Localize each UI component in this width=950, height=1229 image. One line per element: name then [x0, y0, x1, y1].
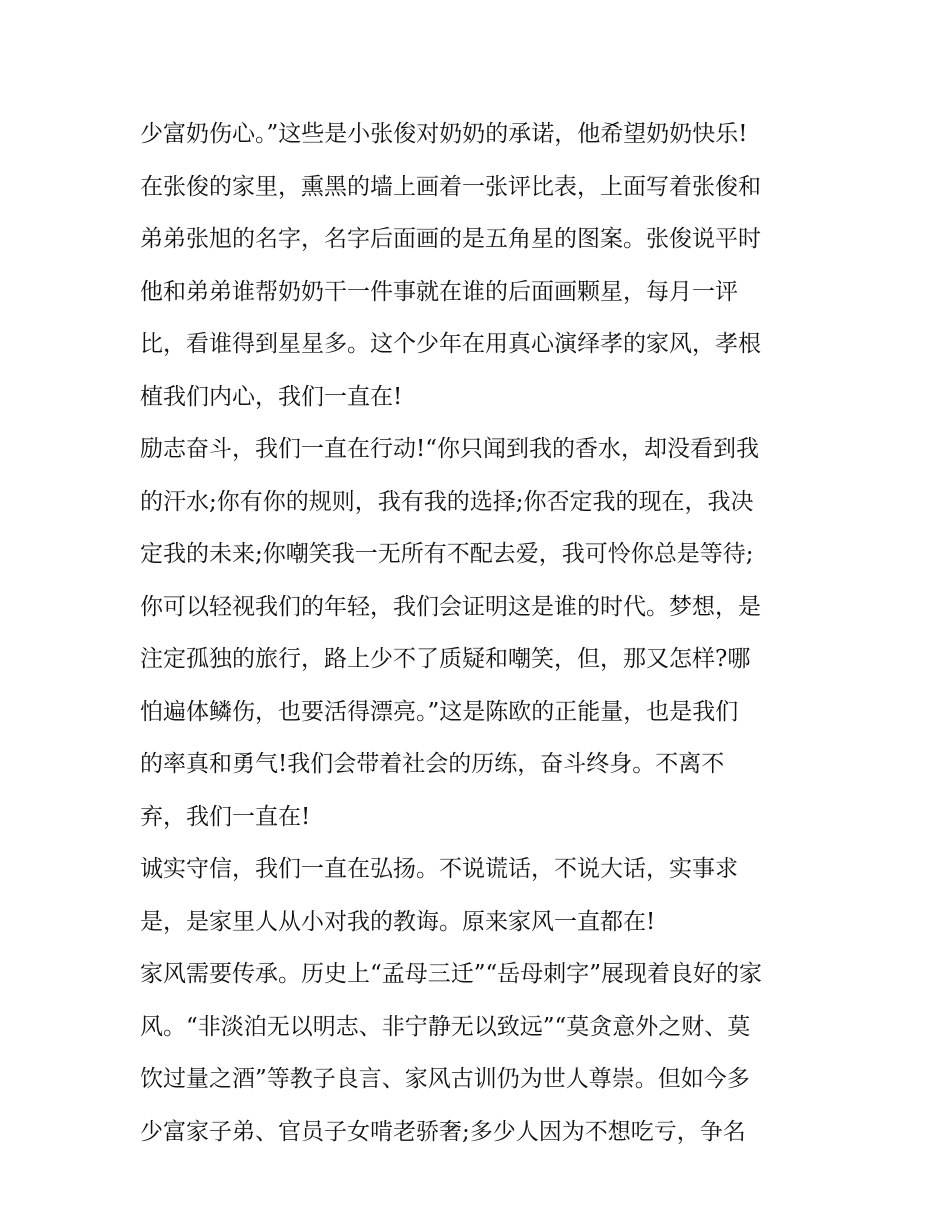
text-line: 比，看谁得到星星多。这个少年在用真心演绎孝的家风，孝根: [140, 331, 761, 357]
text-line: 风。“非淡泊无以明志、非宁静无以致远”“莫贪意外之财、莫: [140, 1013, 751, 1040]
text-line: 在张俊的家里，熏黑的墙上画着一张评比表，上面写着张俊和: [140, 173, 761, 200]
text-line: 弟弟张旭的名字，名字后面画的是五角星的图案。张俊说平时: [140, 226, 761, 252]
text-line: 的汗水;你有你的规则，我有我的选择;你否定我的现在，我决: [140, 488, 754, 515]
text-line: 定我的未来;你嘲笑我一无所有不配去爱，我可怜你总是等待;: [140, 541, 754, 567]
text-line: 励志奋斗，我们一直在行动!“你只闻到我的香水，却没看到我: [140, 436, 760, 462]
text-line: 饮过量之酒”等教子良言、家风古训仍为世人尊崇。但如今多: [140, 1066, 750, 1092]
text-line: 怕遍体鳞伤，也要活得漂亮。”这是陈欧的正能量，也是我们: [140, 698, 739, 725]
text-line: 弃，我们一直在!: [140, 803, 311, 830]
text-line: 植我们内心，我们一直在!: [140, 383, 403, 410]
text-line: 诚实守信，我们一直在弘扬。不说谎话，不说大话，实事求: [140, 856, 738, 882]
text-line: 是，是家里人从小对我的教诲。原来家风一直都在!: [140, 908, 656, 935]
text-line: 少富家子弟、官员子女啃老骄奢;多少人因为不想吃亏，争名: [140, 1118, 746, 1145]
body-text: [140, 108, 820, 1158]
text-line: 注定孤独的旅行，路上少不了质疑和嘲笑，但，那又怎样?哪: [140, 646, 751, 672]
text-line: 家风需要传承。历史上“孟母三迁”“岳母刺字”展现着良好的家: [140, 961, 763, 987]
text-line: 你可以轻视我们的年轻，我们会证明这是谁的时代。梦想，是: [140, 593, 761, 620]
text-line: 的率真和勇气!我们会带着社会的历练，奋斗终身。不离不: [140, 751, 725, 777]
text-line: 少富奶伤心。”这些是小张俊对奶奶的承诺，他希望奶奶快乐!: [140, 121, 748, 147]
text-line: 他和弟弟谁帮奶奶干一件事就在谁的后面画颗星，每月一评: [140, 278, 738, 305]
